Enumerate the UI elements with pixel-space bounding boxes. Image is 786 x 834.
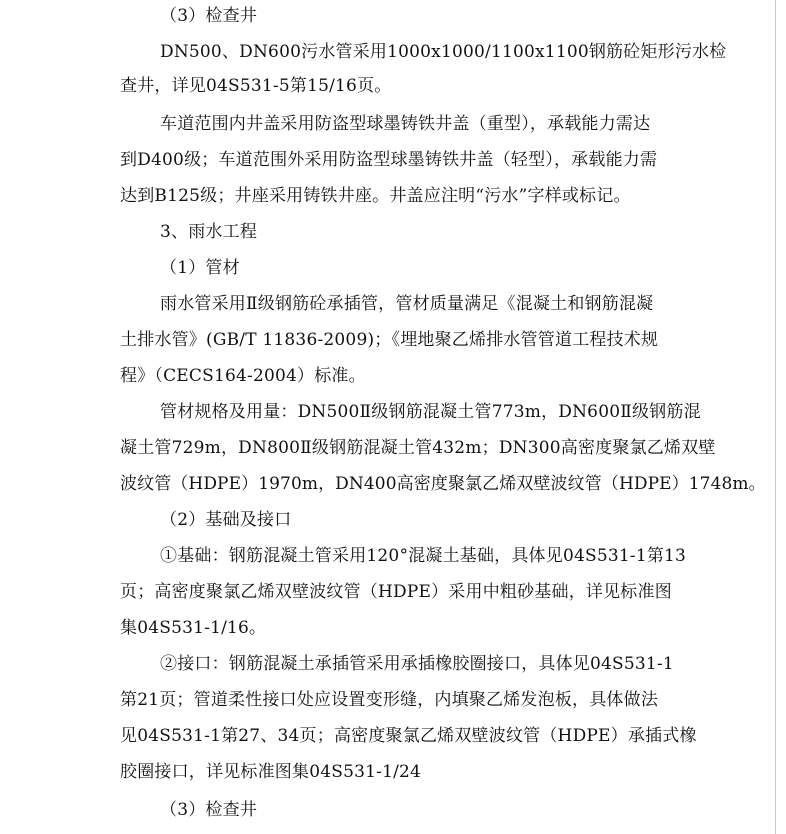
- heading-pipe-material: （1）管材: [160, 258, 240, 278]
- paragraph-line: 到D400级；车道范围外采用防盗型球墨铸铁井盖（轻型），承载能力需: [120, 150, 658, 170]
- paragraph-line: 程》（CECS164-2004）标准。: [120, 366, 366, 386]
- paragraph-line: 车道范围内井盖采用防盗型球墨铸铁井盖（重型），承载能力需达: [160, 114, 651, 134]
- paragraph-line: 土排水管》(GB/T 11836-2009)；《埋地聚乙烯排水管管道工程技术规: [120, 330, 659, 350]
- paragraph-line: 达到B125级；井座采用铸铁井座。井盖应注明“污水”字样或标记。: [120, 186, 631, 206]
- paragraph-line: 胶圈接口，详见标准图集04S531-1/24: [120, 762, 422, 782]
- paragraph-line: 波纹管（HDPE）1970m，DN400高密度聚氯乙烯双壁波纹管（HDPE）1748m。: [120, 474, 766, 494]
- paragraph-line: ①基础：钢筋混凝土管采用120°混凝土基础，具体见04S531-1第13: [160, 546, 687, 566]
- heading-inspection-well: （3）检查井: [160, 6, 258, 26]
- heading-rainwater-project: 3、雨水工程: [160, 222, 258, 242]
- paragraph-line: 集04S531-1/16。: [120, 618, 267, 638]
- paragraph-line: 第21页；管道柔性接口处应设置变形缝，内填聚乙烯发泡板，具体做法: [120, 690, 659, 710]
- page-edge-divider: [775, 0, 776, 834]
- paragraph-line: 页；高密度聚氯乙烯双壁波纹管（HDPE）采用中粗砂基础，详见标准图: [120, 582, 672, 602]
- paragraph-line: 凝土管729m，DN800Ⅱ级钢筋混凝土管432m；DN300高密度聚氯乙烯双壁: [120, 438, 716, 458]
- paragraph-line: 查井，详见04S531-5第15/16页。: [120, 76, 392, 96]
- paragraph-line: 管材规格及用量：DN500Ⅱ级钢筋混凝土管773m，DN600Ⅱ级钢筋混: [160, 402, 701, 422]
- paragraph-line: 见04S531-1第27、34页；高密度聚氯乙烯双壁波纹管（HDPE）承插式橡: [120, 726, 697, 746]
- heading-inspection-well: （3）检查井: [160, 800, 258, 820]
- paragraph-line: 雨水管采用Ⅱ级钢筋砼承插管，管材质量满足《混凝土和钢筋混凝: [160, 294, 654, 314]
- paragraph-line: ②接口：钢筋混凝土承插管采用承插橡胶圈接口，具体见04S531-1: [160, 654, 674, 674]
- heading-foundation-joint: （2）基础及接口: [160, 510, 292, 530]
- paragraph-line: DN500、DN600污水管采用1000x1000/1100x1100钢筋砼矩形污水检: [160, 42, 727, 62]
